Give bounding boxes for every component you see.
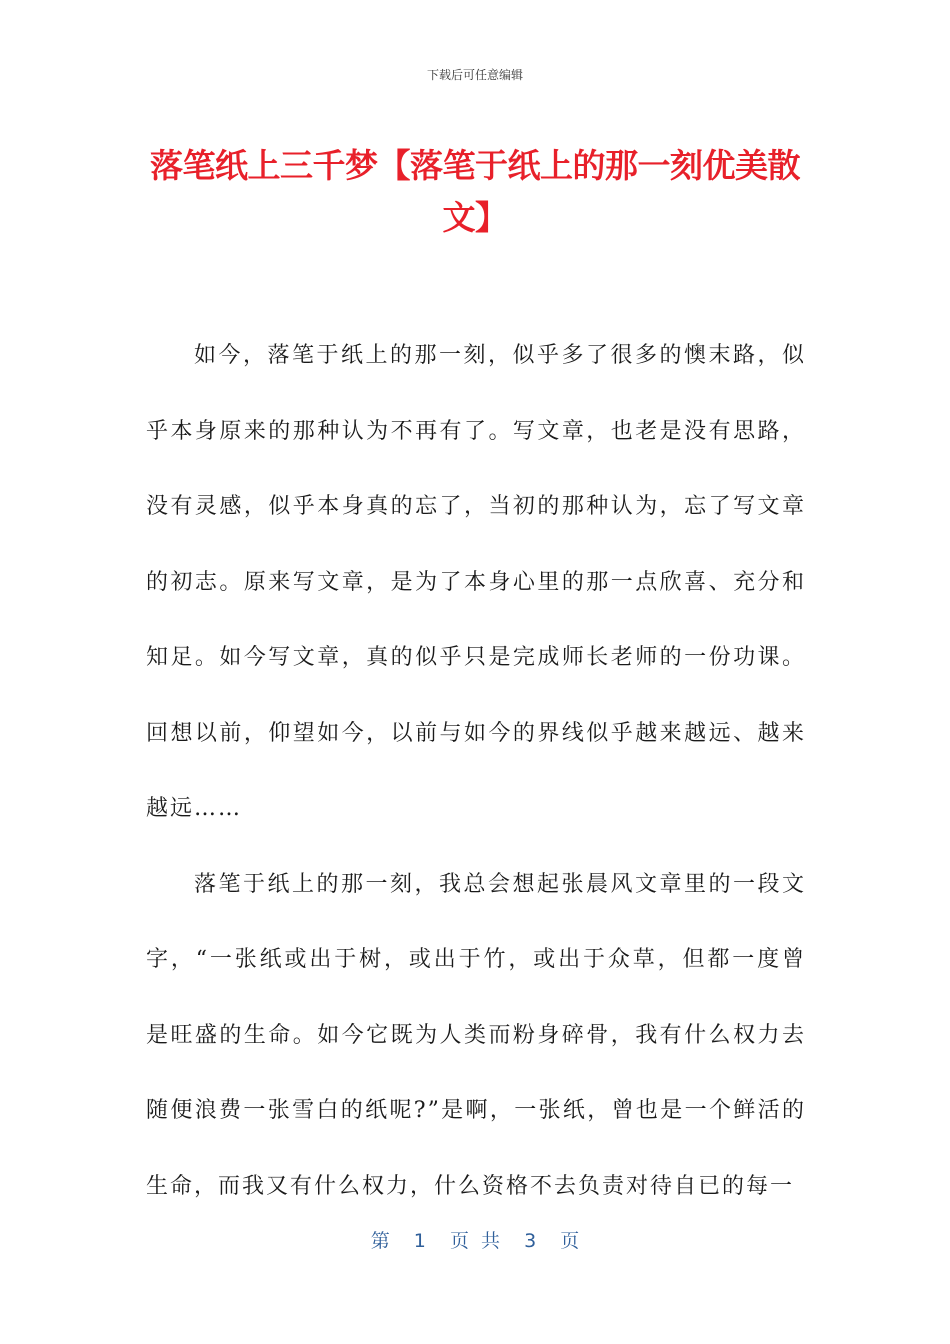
paragraph-2: 落笔于纸上的那一刻，我总会想起张晨风文章里的一段文字，“一张纸或出于树，或出于竹，或出于众草，但都一度曾是旺盛的生命。如今它既为人类而粉身碎骨，我有什么权力去随便浪费一张雪白的纸呢?”是啊，一张纸，曾也是一个鲜活的生命，而我又有什么权力，什么资格不去负责对待自已的每一 <box>146 871 806 1199</box>
page-number-footer: 第 1 页 共 3 页 <box>370 1230 580 1252</box>
document-body <box>146 318 806 1224</box>
page-header-note: 下载后可任意编辑 <box>426 68 523 82</box>
paragraph-1: 如今，落笔于纸上的那一刻，似乎多了很多的懊末路，似乎本身原来的那种认为不再有了。写文章，也老是没有思路，没有灵感，似乎本身真的忘了，当初的那种认为，忘了写文章的初志。原来写文章，是为了本身心里的那一点欣喜、充分和知足。如今写文章，真的似乎只是完成师长老师的一份功课。回想以前，仰望如今，以前与如今的界线似乎越来越远、越来越远…… <box>146 343 806 821</box>
document-title: 落笔纸上三千梦【落笔于纸上的那一刻优美散文】 <box>150 146 800 237</box>
